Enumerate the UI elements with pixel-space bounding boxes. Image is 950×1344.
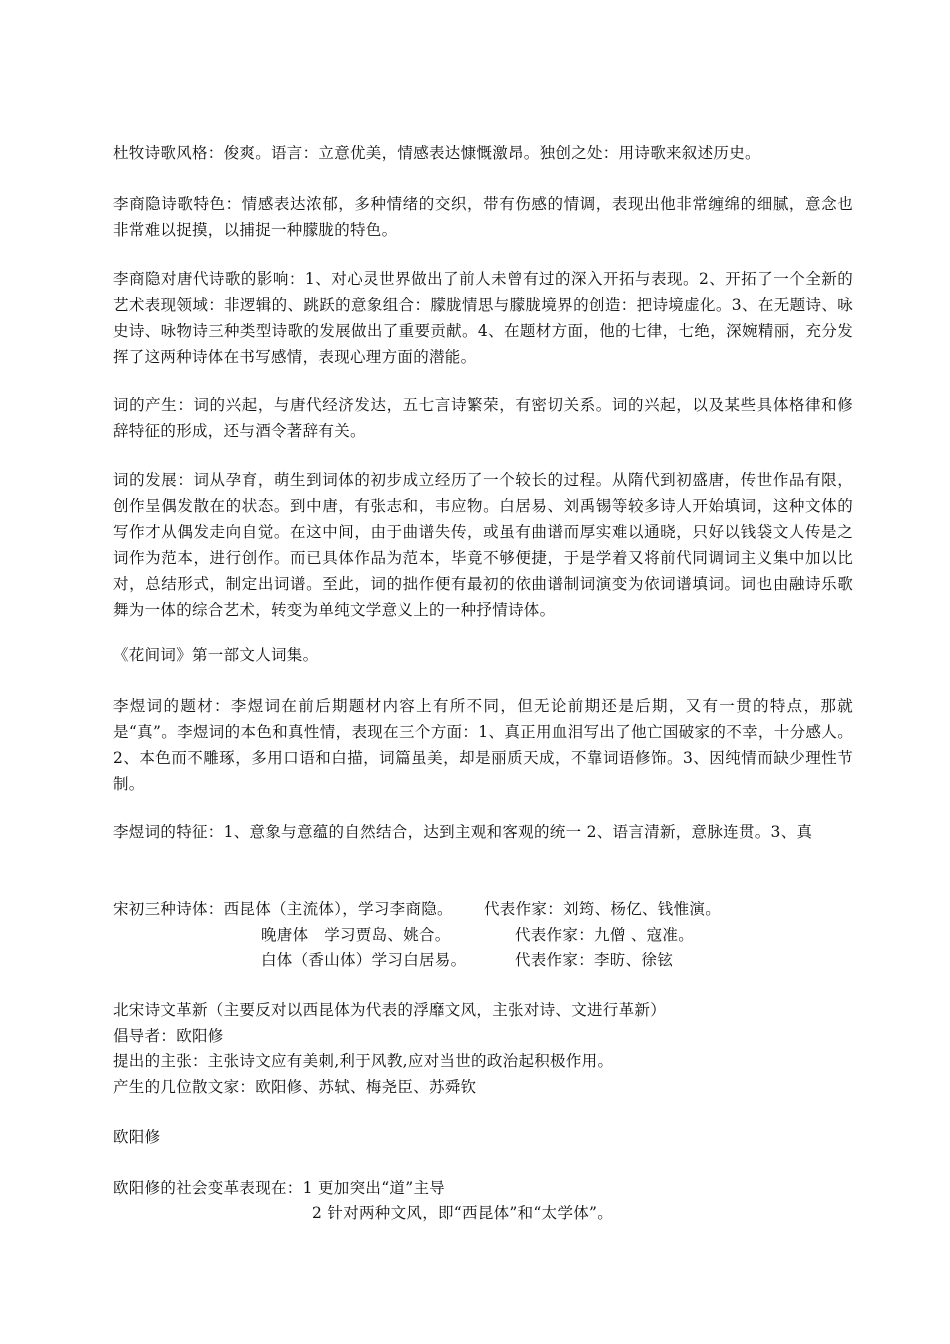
songchu-row2-rep: 代表作家：九僧 、寇准。: [515, 926, 695, 944]
paragraph-liyu-theme: 李煜词的题材：李煜词在前后期题材内容上有所不同，但无论前期还是后期，又有一贯的特点，那就是“真”。李煜词的本色和真性情，表现在三个方面：1、真正用血泪写出了他亡国破家的不幸，十分感人。2、本色而不雕琢，多用口语和白描，词篇虽美，却是丽质天成，不靠词语修饰。3、因纯情而缺少理性节制。: [113, 697, 853, 793]
paragraph-huajianci: 《花间词》第一部文人词集。: [113, 646, 319, 664]
ouyangxiu-reform-line2: 2 针对两种文风，即“西昆体”和“太学体”。: [312, 1204, 614, 1222]
paragraph-lishangyin-feature: 李商隐诗歌特色：情感表达浓郁，多种情绪的交织，带有伤感的情调，表现出他非常缠绵的细腻，意念也非常难以捉摸，以捕捉一种朦胧的特色。: [113, 195, 853, 239]
paragraph-lishangyin-influence: 李商隐对唐代诗歌的影响：1、对心灵世界做出了前人未曾有过的深入开拓与表现。2、开拓了一个全新的艺术表现领域：非逻辑的、跳跃的意象组合：朦胧情思与朦胧境界的创造：把诗境虚化。3、在无题诗、咏史诗、咏物诗三种类型诗歌的发展做出了重要贡献。4、在题材方面，他的七律，七绝，深婉精丽，充分发挥了这两种诗体在书写感情，表现心理方面的潜能。: [113, 270, 853, 366]
paragraph-ci-development: 词的发展：词从孕育，萌生到词体的初步成立经历了一个较长的过程。从隋代到初盛唐，传世作品有限，创作呈偶发散在的状态。到中唐，有张志和，韦应物。白居易、刘禹锡等较多诗人开始填词，这种文体的写作才从偶发走向自觉。在这中间，由于曲谱失传，或虽有曲谱而厚实难以通晓，只好以钱袋文人传是之词作为范本，进行创作。而已具体作品为范本，毕竟不够便捷，于是学着又将前代同调词主义集中加以比对，总结形式，制定出词谱。至此，词的拙作便有最初的依曲谱制词演变为依词谱填词。词也由融诗乐歌舞为一体的综合艺术，转变为单纯文学意义上的一种抒情诗体。: [113, 471, 853, 619]
songchu-row1-name: 宋初三种诗体：西昆体（主流体），学习李商隐。: [113, 900, 453, 918]
songchu-row1-rep: 代表作家：刘筠、杨亿、钱惟演。: [484, 900, 722, 918]
paragraph-dumu-style: 杜牧诗歌风格：俊爽。语言：立意优美，情感表达慷慨激昂。独创之处：用诗歌来叙述历史。: [113, 144, 761, 162]
beisong-writers: 产生的几位散文家：欧阳修、苏轼、梅尧臣、苏舜钦: [113, 1078, 477, 1096]
beisong-leader: 倡导者：欧阳修: [113, 1027, 224, 1045]
ouyangxiu-heading: 欧阳修: [113, 1128, 161, 1146]
paragraph-ci-origin: 词的产生：词的兴起，与唐代经济发达，五七言诗繁荣，有密切关系。词的兴起，以及某些具体格律和修辞特征的形成，还与酒令著辞有关。: [113, 396, 853, 440]
songchu-row2-name: 晚唐体 学习贾岛、姚合。: [261, 926, 451, 944]
songchu-row3-rep: 代表作家：李昉、徐铉: [515, 951, 674, 969]
songchu-row3-name: 白体（香山体）学习白居易。: [261, 951, 467, 969]
paragraph-liyu-feature: 李煜词的特征：1、意象与意蕴的自然结合，达到主观和客观的统一 2、语言清新，意脉连贯。3、真: [113, 823, 813, 841]
ouyangxiu-reform-line1: 欧阳修的社会变革表现在：1 更加突出“道”主导: [113, 1179, 446, 1197]
beisong-claim: 提出的主张：主张诗文应有美刺,利于风教,应对当世的政治起积极作用。: [113, 1052, 614, 1070]
beisong-title: 北宋诗文革新（主要反对以西昆体为代表的浮靡文风，主张对诗、文进行革新）: [113, 1001, 667, 1019]
